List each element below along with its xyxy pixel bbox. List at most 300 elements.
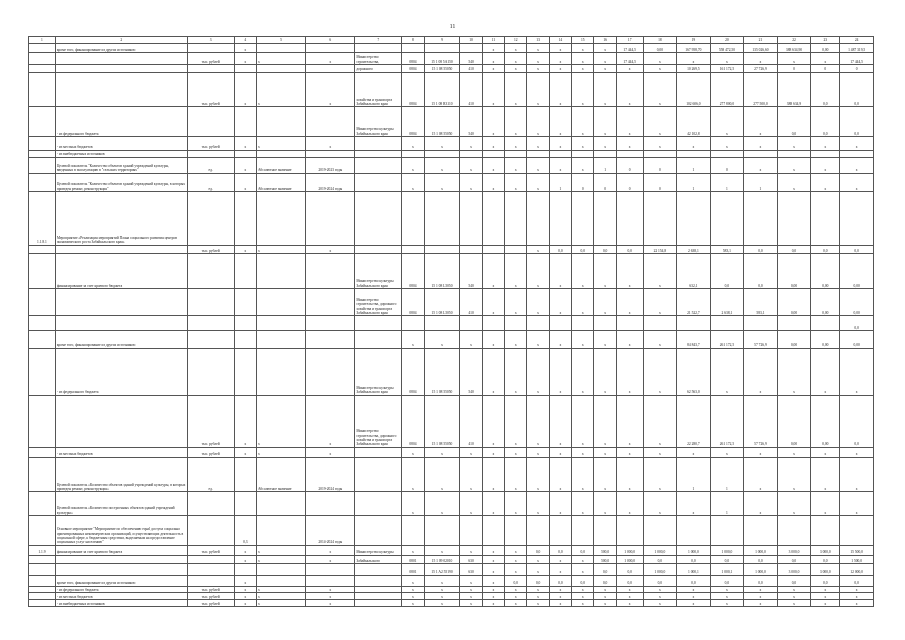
table-cell [55,245,187,254]
table-cell: 0,0 [643,575,677,586]
table-cell: х [616,348,643,395]
table-cell [29,348,56,395]
table-cell [256,331,305,348]
table-cell: х [572,289,594,316]
table-cell: х [777,157,811,173]
table-cell: х [402,586,424,593]
table-cell: х [460,593,482,600]
table-cell [187,516,234,546]
table-cell: х [572,593,594,600]
table-cell: х [744,157,778,173]
table-cell: х [643,395,677,447]
table-cell [29,316,56,331]
table-row [29,348,874,395]
table-cell [256,192,305,245]
table-cell: х [777,457,811,492]
table-cell [256,65,305,72]
table-cell: Министерство культуры [355,545,402,555]
table-cell: 0,00 [777,331,811,348]
table-cell: 500,0 [594,555,616,564]
table-cell: 1 000,0 [616,545,643,555]
table-cell [777,516,811,546]
table-cell: х [777,173,811,192]
table-cell: х [744,107,778,137]
table-cell: Целевой показатель «Количество построенных объектов зданий учреждений культуры» [55,492,187,516]
table-cell [29,150,56,157]
table-cell: 1 [710,173,744,192]
table-cell [527,516,549,546]
table-cell [187,575,234,586]
table-cell: х [482,457,504,492]
table-cell [55,65,187,72]
table-cell: х [643,289,677,316]
table-row [29,245,874,254]
table-cell: х [616,593,643,600]
table-cell [355,586,402,593]
table-cell: х [424,157,460,173]
table-cell: 0804 [402,65,424,72]
table-cell: 0,0 [811,575,840,586]
table-cell: 277 500,0 [744,72,778,107]
table-cell: х [482,348,504,395]
table-cell [744,150,778,157]
table-cell: 0,0 [677,575,711,586]
table-cell: 2019-2023 годы [306,157,355,173]
table-cell: 0804 [402,107,424,137]
table-cell [29,245,56,254]
table-cell: Министерство культуры Забайкальского края [355,107,402,137]
table-cell: 1 [549,173,571,192]
column-number-cell: 17 [616,37,643,44]
table-cell: 15 1 08 R3110 [424,72,460,107]
table-cell: 0804 [402,53,424,65]
table-cell: х [616,600,643,607]
table-cell: х [424,593,460,600]
table-cell: х [549,447,571,457]
table-cell [29,555,56,564]
table-cell: х [234,586,256,593]
table-cell: х [643,137,677,151]
table-cell: х [482,107,504,137]
table-cell: 15 1 08 5А150 [424,53,460,65]
table-cell [256,492,305,516]
table-cell: х [549,395,571,447]
table-cell: х [424,331,460,348]
table-cell: х [482,173,504,192]
table-cell: 0,0 [677,555,711,564]
table-row [29,395,874,447]
table-cell [482,516,504,546]
table-cell: 0,0 [527,575,549,586]
table-cell [55,289,187,316]
table-cell: х [256,600,305,607]
table-cell: Целевой показатель "Количество объектов зданий учреждений культуры, в которых проведен ремонт, реконструкция" [55,173,187,192]
table-cell: 1 [594,157,616,173]
table-cell: х [744,492,778,516]
table-cell: х [643,593,677,600]
table-cell: х [549,254,571,289]
table-cell: тыс. рублей [187,137,234,151]
column-number-cell: 4 [234,37,256,44]
table-cell: 0,0 [744,254,778,289]
table-cell [549,150,571,157]
table-cell: х [256,545,305,555]
table-cell: х [594,447,616,457]
table-cell [677,316,711,331]
table-cell: тыс. рублей [187,395,234,447]
table-cell: х [424,600,460,607]
table-cell: - из федерального бюджета [55,107,187,137]
table-cell: х [643,65,677,72]
table-cell [306,192,355,245]
table-cell: х [424,586,460,593]
table-cell: х [306,72,355,107]
table-cell: 0,0 [777,575,811,586]
table-cell: х [572,137,594,151]
table-cell: х [482,555,504,564]
table-cell: х [594,331,616,348]
table-cell: х [482,447,504,457]
table-cell: х [256,245,305,254]
table-cell: х [710,593,744,600]
table-cell: х [744,348,778,395]
table-cell: 0,0 [549,575,571,586]
table-cell [616,516,643,546]
table-cell: х [505,331,527,348]
table-cell: х [482,593,504,600]
table-cell: х [643,72,677,107]
table-cell: 57 726,9 [744,331,778,348]
table-cell [355,575,402,586]
table-cell [55,395,187,447]
table-cell [234,457,256,492]
table-cell: 1 000,0 [744,564,778,575]
table-cell: х [643,254,677,289]
table-cell: 0,0 [744,555,778,564]
column-number-cell: 18 [643,37,677,44]
table-cell: 410 [460,65,482,72]
table-cell: х [811,173,840,192]
table-cell [256,575,305,586]
column-number-cell: 15 [572,37,594,44]
table-cell: х [594,107,616,137]
table-cell: х [643,586,677,593]
table-cell: Министерство культуры Забайкальского края [355,254,402,289]
table-cell [256,44,305,53]
table-cell [306,44,355,53]
table-cell: х [527,137,549,151]
table-cell: тыс. рублей [187,545,234,555]
table-cell: х [572,447,594,457]
table-cell: 0,0 [572,245,594,254]
table-cell [256,348,305,395]
table-cell: 388 634,9 [777,72,811,107]
table-cell: 1 [677,457,711,492]
table-cell: 0,0 [744,575,778,586]
table-cell: х [234,575,256,586]
table-cell: х [710,53,744,65]
table-cell: х [840,593,874,600]
table-cell: 84 843,7 [677,331,711,348]
table-cell: кроме того, финансирование из других источников: [55,575,187,586]
table-cell: х [594,137,616,151]
table-cell: х [549,289,571,316]
table-cell: х [527,586,549,593]
table-cell [643,150,677,157]
table-row [29,65,874,72]
table-cell [811,316,840,331]
table-cell: 0 [643,157,677,173]
column-number-cell: 11 [482,37,504,44]
table-cell: 0 [616,157,643,173]
table-cell: 3 000,0 [811,545,840,555]
table-cell [549,316,571,331]
table-cell: х [811,492,840,516]
table-cell: х [505,395,527,447]
table-cell [424,245,460,254]
table-cell: х [572,395,594,447]
table-cell: х [256,593,305,600]
table-cell [840,192,874,245]
table-cell: 57 726,9 [744,395,778,447]
table-cell: х [777,492,811,516]
table-cell: х [710,137,744,151]
table-cell: х [549,157,571,173]
table-cell [424,316,460,331]
table-cell: Абсолютное значение [256,457,305,492]
table-cell: х [777,348,811,395]
table-cell: х [572,331,594,348]
table-cell: х [306,395,355,447]
table-cell: х [572,53,594,65]
table-cell: 0,0 [643,555,677,564]
table-cell: х [616,331,643,348]
table-row [29,564,874,575]
table-cell [29,137,56,151]
table-cell: 2019-2024 годы [306,173,355,192]
table-cell [424,192,460,245]
table-cell: кроме того, финансирование из других источников: [55,44,187,53]
table-cell: 632,1 [677,254,711,289]
table-cell: х [594,289,616,316]
table-cell [355,44,402,53]
table-cell: 1 [677,157,711,173]
table-cell: 0,0 [710,575,744,586]
table-cell: Абсолютное значение [256,173,305,192]
table-cell [677,150,711,157]
table-cell: х [744,593,778,600]
table-row [29,316,874,331]
table-cell: 0,0 [527,545,549,555]
table-cell [29,457,56,492]
table-cell [256,516,305,546]
table-cell [234,348,256,395]
table-cell [234,316,256,331]
table-cell: х [505,107,527,137]
table-cell: х [594,600,616,607]
table-cell: х [840,457,874,492]
table-cell [572,192,594,245]
table-cell [234,192,256,245]
table-cell [355,316,402,331]
table-cell [616,192,643,245]
table-cell [306,331,355,348]
table-cell: Министерство строительства, [355,53,402,65]
table-cell: х [482,575,504,586]
table-cell: х [460,586,482,593]
table-cell [187,65,234,72]
table-cell: х [424,492,460,516]
table-cell: 10 269,5 [677,65,711,72]
table-cell [549,516,571,546]
table-cell: х [527,593,549,600]
table-cell: 17 444,5 [840,53,874,65]
column-number-cell: 6 [306,37,355,44]
table-cell [29,600,56,607]
table-cell: х [402,593,424,600]
table-cell [234,289,256,316]
table-cell: х [505,457,527,492]
table-cell [594,516,616,546]
table-cell: х [744,53,778,65]
table-cell [402,150,424,157]
table-row [29,516,874,546]
table-cell: х [505,254,527,289]
table-cell: х [460,457,482,492]
column-number-cell: 7 [355,37,402,44]
table-cell: х [840,492,874,516]
table-row [29,586,874,593]
table-cell: финансирование за счет краевого бюджета [55,545,187,555]
table-cell: дорожного [355,65,402,72]
table-cell: 0 [594,173,616,192]
table-cell: х [777,600,811,607]
column-number-cell: 1 [29,37,56,44]
table-cell: 0,0 [594,245,616,254]
table-cell [677,192,711,245]
table-cell: х [234,395,256,447]
table-cell: х [256,447,305,457]
table-cell [55,555,187,564]
table-cell [29,575,56,586]
table-cell: 0,0 [710,254,744,289]
table-cell: 15 1 08 55050 [424,348,460,395]
table-cell: х [744,586,778,593]
table-cell: 2 638,1 [677,245,711,254]
table-cell: х [616,457,643,492]
table-cell: х [482,331,504,348]
table-cell: Целевой показатель «Количество объектов зданий учреждений культуры, в которых проведен ремонт, реконструкция» [55,457,187,492]
table-cell: 1 000,0 [677,545,711,555]
table-cell: х [549,555,571,564]
table-cell: х [527,157,549,173]
table-cell: 27 726,9 [744,65,778,72]
table-cell: 0,0 [840,395,874,447]
table-cell: х [527,289,549,316]
table-cell: х [424,575,460,586]
table-cell [29,254,56,289]
table-cell: х [402,137,424,151]
table-cell: 0,00 [811,44,840,53]
table-cell: 3 000,0 [811,564,840,575]
table-cell: х [402,575,424,586]
table-cell: 15 1 08 55050 [424,107,460,137]
table-cell: х [811,457,840,492]
table-cell: х [256,555,305,564]
table-row [29,575,874,586]
table-cell [306,150,355,157]
table-cell [187,289,234,316]
table-cell: х [572,65,594,72]
table-cell: Целевой показатель "Количество объектов зданий учреждений культуры, введенных в эксплуатацию в "сельских территориях" [55,157,187,173]
column-number-cell: 14 [549,37,571,44]
table-cell [505,245,527,254]
table-cell: х [572,157,594,173]
table-cell: х [424,173,460,192]
table-cell [402,516,424,546]
table-cell [616,316,643,331]
table-cell: 0804 [402,254,424,289]
table-cell: х [710,348,744,395]
table-cell: х [482,137,504,151]
table-row [29,157,874,173]
column-number-cell: 22 [777,37,811,44]
table-cell [744,516,778,546]
table-cell [29,289,56,316]
table-cell [811,192,840,245]
table-cell: 0,0 [811,107,840,137]
table-cell: х [482,157,504,173]
table-cell [55,316,187,331]
table-cell: х [306,586,355,593]
table-cell: ед. [187,457,234,492]
table-cell: х [256,586,305,593]
table-cell [616,150,643,157]
table-cell: х [840,586,874,593]
table-cell: 135 026,60 [744,44,778,53]
table-cell: х [527,555,549,564]
table-cell [594,150,616,157]
table-cell [402,316,424,331]
table-cell: Министерство строительства, дорожного хозяйства и транспорта Забайкальского края [355,395,402,447]
table-cell: х [424,545,460,555]
table-cell: 1 [744,173,778,192]
table-cell: 17 444,5 [616,53,643,65]
table-cell: - из федерального бюджета [55,348,187,395]
table-cell [482,150,504,157]
table-row [29,173,874,192]
table-cell [710,316,744,331]
table-cell [29,72,56,107]
table-cell: х [306,53,355,65]
table-cell: х [234,72,256,107]
table-cell [424,150,460,157]
column-number-cell: 3 [187,37,234,44]
table-cell [29,516,56,546]
table-cell: 42 102,8 [677,107,711,137]
table-cell [424,516,460,546]
table-cell: х [527,65,549,72]
table-cell: х [234,600,256,607]
table-cell: 0,0 [594,575,616,586]
table-cell: 15 1 08 55050 [424,65,460,72]
table-cell: 0,0 [840,245,874,254]
table-cell: х [616,395,643,447]
table-cell: х [460,545,482,555]
table-cell: х [549,586,571,593]
table-row [29,331,874,348]
table-cell: х [616,586,643,593]
